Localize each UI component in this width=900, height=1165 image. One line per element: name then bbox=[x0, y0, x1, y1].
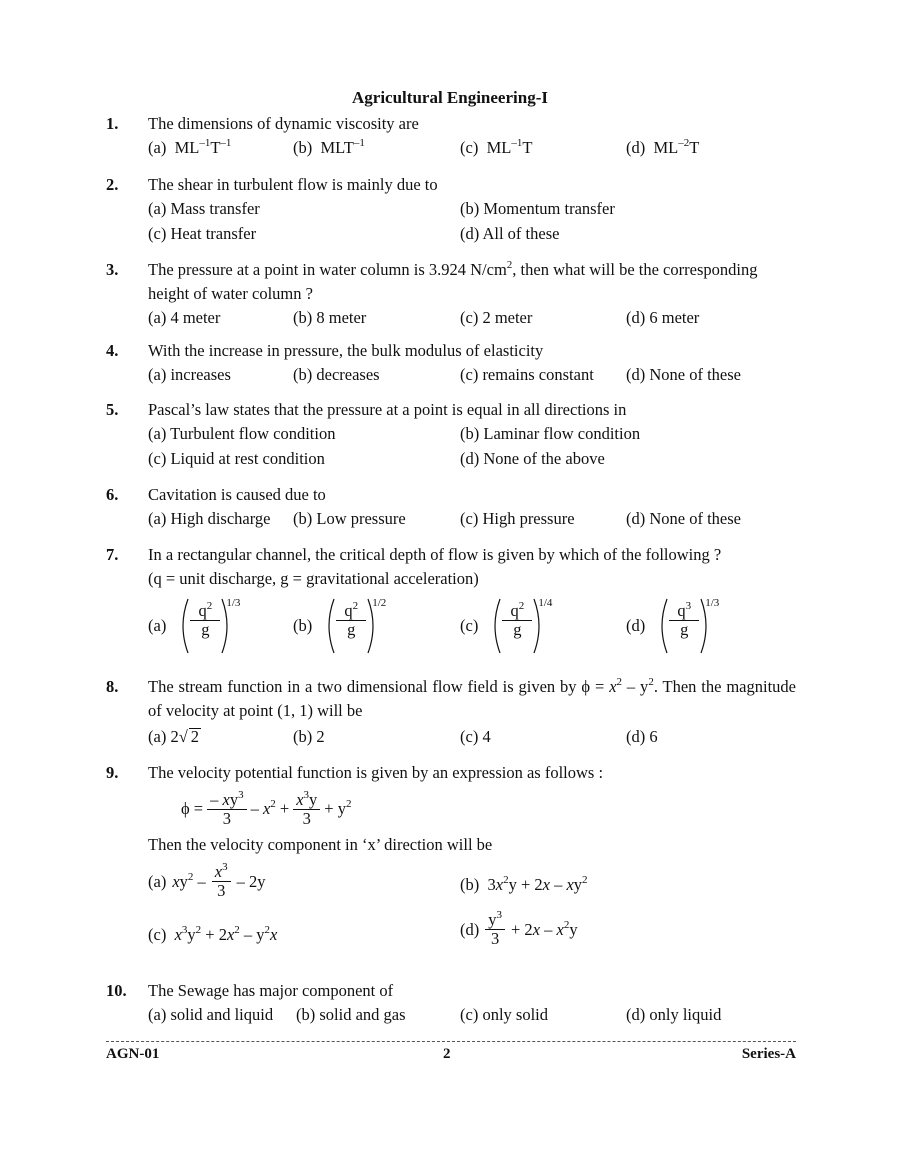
question-note: (q = unit discharge, g = gravitational acceleration) bbox=[148, 569, 479, 588]
option-d[interactable]: (d) $\frac{y^3}{3}$ + $2x - x^2y$ bbox=[460, 909, 578, 948]
option-c[interactable]: (c) only solid bbox=[460, 1005, 548, 1024]
option-a[interactable]: (a) 4 meter bbox=[148, 308, 221, 327]
option-a[interactable]: (a) solid and liquid bbox=[148, 1005, 274, 1024]
options-row bbox=[148, 363, 796, 388]
footer-divider bbox=[106, 1041, 796, 1042]
paper-code: AGN-01 bbox=[106, 1046, 160, 1062]
option-a[interactable]: (a) $ML^{-1}T^{-1}$ bbox=[148, 137, 232, 157]
option-c[interactable]: (c) $ML^{-1}T$ bbox=[460, 137, 533, 157]
options-row bbox=[148, 422, 796, 447]
options-row bbox=[148, 447, 796, 472]
question-text: Pascal’s law states that the pressure at a point is equal in all directions in bbox=[148, 400, 627, 419]
option-d[interactable]: (d) $\frac{q^3}{g}$ 1/3 bbox=[626, 597, 717, 655]
option-b[interactable]: (b) decreases bbox=[293, 365, 380, 384]
option-a[interactable]: (a) Turbulent flow condition bbox=[148, 424, 336, 443]
series-label: Series-A bbox=[741, 1046, 796, 1062]
options-row bbox=[148, 197, 796, 222]
options-row bbox=[148, 1003, 796, 1028]
options-row bbox=[148, 507, 796, 532]
options-row bbox=[148, 863, 796, 911]
option-c[interactable]: (c) Liquid at rest condition bbox=[148, 449, 325, 468]
option-b[interactable]: (b) Momentum transfer bbox=[460, 199, 615, 218]
option-c[interactable]: (c) remains constant bbox=[460, 365, 594, 384]
option-d[interactable]: (d) None of these bbox=[626, 509, 742, 528]
option-c[interactable]: (c) 2 meter bbox=[460, 308, 533, 327]
option-a[interactable]: (a) Mass transfer bbox=[148, 199, 260, 218]
option-b[interactable]: (b) $MLT^{-1}$ bbox=[293, 137, 365, 157]
question-number: 4. bbox=[106, 341, 119, 360]
question-number: 9. bbox=[106, 763, 119, 782]
option-a[interactable]: (a) $xy^2$ – $\frac{x^3}{3}$ – 2y bbox=[148, 861, 266, 900]
option-b[interactable]: (b) 2 bbox=[293, 727, 325, 746]
option-d[interactable]: (d) 6 meter bbox=[626, 308, 700, 327]
page-title: Agricultural Engineering-I bbox=[352, 88, 548, 107]
option-a[interactable]: (a) $\frac{q^2}{g}$ 1/3 bbox=[148, 597, 238, 655]
question-5 bbox=[106, 398, 796, 472]
question-text: The pressure at a point in water column is 3.924 $N/cm^2$, then what will be the corresponding height of water column ? bbox=[148, 259, 758, 303]
question-text: Cavitation is caused due to bbox=[148, 485, 326, 504]
question-number: 10. bbox=[106, 981, 127, 1000]
velocity-potential-equation: ϕ = $\frac{- xy^3}{3}$ – $x^2$ + $\frac{x^3y}{3}$ + $y^2$ bbox=[181, 788, 352, 828]
option-a[interactable]: (a) High discharge bbox=[148, 509, 271, 528]
option-b[interactable]: (b) Low pressure bbox=[293, 509, 406, 528]
page-number: 2 bbox=[443, 1046, 451, 1062]
question-text-2: Then the velocity component in ‘x’ direction will be bbox=[148, 835, 493, 854]
option-b[interactable]: (b) 8 meter bbox=[293, 308, 367, 327]
question-number: 2. bbox=[106, 175, 119, 194]
question-text: The velocity potential function is given by an expression as follows : bbox=[148, 763, 604, 782]
option-b[interactable]: (b) solid and gas bbox=[296, 1005, 406, 1024]
question-4 bbox=[106, 339, 796, 388]
option-b[interactable]: (b) $\frac{q^2}{g}$ 1/2 bbox=[293, 597, 384, 655]
question-9 bbox=[106, 761, 796, 959]
question-text: The Sewage has major component of bbox=[148, 981, 394, 1000]
option-c[interactable]: (c) Heat transfer bbox=[148, 224, 257, 243]
question-text: In a rectangular channel, the critical depth of flow is given by which of the following ? bbox=[148, 545, 722, 564]
question-10 bbox=[106, 979, 796, 1028]
question-8 bbox=[106, 675, 796, 751]
options-row bbox=[148, 222, 796, 247]
option-d[interactable]: (d) only liquid bbox=[626, 1005, 722, 1024]
question-2 bbox=[106, 173, 796, 247]
option-d[interactable]: (d) All of these bbox=[460, 224, 560, 243]
question-number: 8. bbox=[106, 677, 119, 696]
question-7 bbox=[106, 543, 796, 663]
question-text: With the increase in pressure, the bulk modulus of elasticity bbox=[148, 341, 544, 360]
question-6 bbox=[106, 483, 796, 532]
options-row bbox=[148, 136, 796, 161]
option-d[interactable]: (d) None of the above bbox=[460, 449, 605, 468]
option-c[interactable]: (c) $\frac{q^2}{g}$ 1/4 bbox=[460, 597, 550, 655]
options-row bbox=[148, 306, 796, 331]
question-number: 1. bbox=[106, 114, 119, 133]
formula-options bbox=[148, 591, 796, 663]
option-a[interactable]: (a) increases bbox=[148, 365, 231, 384]
question-text: The shear in turbulent flow is mainly due to bbox=[148, 175, 438, 194]
option-c[interactable]: (c) $x^3y^2 + 2x^2 - y^2x$ bbox=[148, 924, 278, 944]
options-row bbox=[148, 911, 796, 959]
option-b[interactable]: (b) $3x^2y + 2x - xy^2$ bbox=[460, 874, 588, 894]
option-d[interactable]: (d) None of these bbox=[626, 365, 742, 384]
question-number: 3. bbox=[106, 260, 119, 279]
option-b[interactable]: (b) Laminar flow condition bbox=[460, 424, 641, 443]
options-row bbox=[148, 723, 796, 751]
option-c[interactable]: (c) High pressure bbox=[460, 509, 575, 528]
question-text: The stream function in a two dimensional flow field is given by $\phi = x^2 - y^2$. Then the magnitude of velocity at point (1, 1) will be bbox=[148, 676, 797, 720]
option-d[interactable]: (d) $ML^{-2}T$ bbox=[626, 137, 700, 157]
question-text: The dimensions of dynamic viscosity are bbox=[148, 114, 419, 133]
option-d[interactable]: (d) 6 bbox=[626, 727, 658, 746]
question-number: 6. bbox=[106, 485, 119, 504]
question-number: 5. bbox=[106, 400, 119, 419]
question-number: 7. bbox=[106, 545, 119, 564]
question-1 bbox=[106, 112, 796, 161]
option-a[interactable]: (a) 2√ 2 bbox=[148, 727, 200, 746]
option-c[interactable]: (c) 4 bbox=[460, 727, 491, 746]
question-3 bbox=[106, 258, 796, 331]
